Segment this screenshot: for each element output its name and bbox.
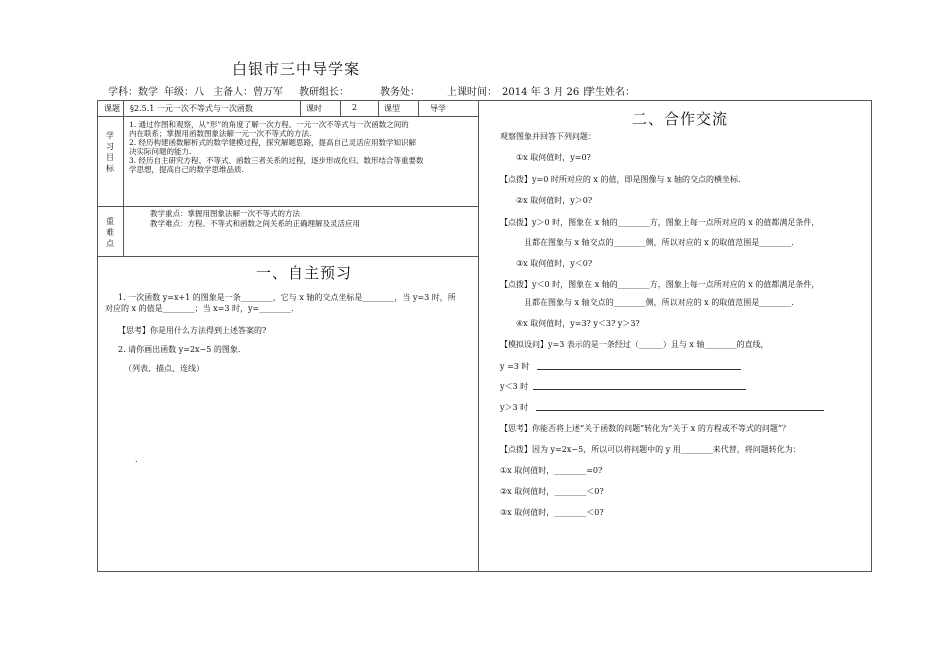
column-line <box>418 100 419 116</box>
y-lt3-label: y＜3 时 <box>500 382 529 391</box>
section2-tip1: 【点拨】y=0 时所对应的 x 的值，即是图像与 x 轴的交点的横坐标. <box>500 175 741 184</box>
section2-q3: ③x 取何值时，y＜0? <box>516 259 593 268</box>
academic-office-label: 教务处： <box>380 87 420 98</box>
stray-dot: . <box>135 455 138 464</box>
goals-text: 1. 通过作图和观察，从“形”的角度了解一次方程、一元一次不等式与一次函数之间的 内在联系；掌握用函数图象法解一元一次不等式的方法. 2. 经历构建函数解析式的数学建模过程，探究解题思路，提高自己灵活应用数学知识解 决实际问题的能力. 3. 经历自主研究方程、不等式、函数三者关系的过程，逐步形成化归、数形结合等重要数 学思想，提高自己的数学思维品质. <box>129 120 424 174</box>
hours-value: 2 <box>352 103 358 112</box>
section2-heading: 二、合作交流 <box>632 110 729 128</box>
column-line <box>300 100 301 116</box>
topic-label: 课题 <box>104 104 120 113</box>
section1-think: 【思考】你是用什么方法得到上述答案的? <box>118 326 267 335</box>
group-leader-label: 教研组长： <box>299 87 349 98</box>
section2-model: 【模拟设问】y=3 表示的是一条经过（______）且与 x 轴________的直线， <box>500 340 769 349</box>
answer-line <box>537 369 741 370</box>
section1-q2: 2. 请你画出函数 y=2x−5 的图象. <box>118 345 241 354</box>
section2-think: 【思考】你能否将上述“关于函数的问题”转化为“关于 x 的方程或不等式的问题”？ <box>500 424 790 433</box>
class-time-label: 上课时间： <box>447 87 497 98</box>
column-line <box>378 100 379 116</box>
preparer-label: 主备人：曾万军 <box>213 87 283 98</box>
section2-tip2a: 【点拨】y＞0 时，图象在 x 轴的________方，图象上每一点所对应的 x 的值都满足条件， <box>500 218 820 227</box>
difficult-point-text: 教学难点：方程、不等式和函数之间关系的正确理解及灵活应用 <box>150 219 360 228</box>
row-line <box>97 256 478 257</box>
page-title: 白银市三中导学案 <box>232 60 361 78</box>
date-label: 2014 年 3 月 26 日 <box>502 87 593 98</box>
section2-tip2b: 且都在图象与 x 轴交点的________侧，所以对应的 x 的取值范围是________. <box>524 238 794 247</box>
column-line <box>123 100 124 256</box>
section2-q2: ②x 取何值时，y＞0? <box>516 196 593 205</box>
answer-line <box>536 410 824 411</box>
section1-q1-line1: 1. 一次函数 y=x+1 的图象是一条________，它与 x 轴的交点坐标是________，当 y=3 时，所 <box>118 293 456 302</box>
section2-intro: 观察图象并回答下列问题： <box>500 132 596 141</box>
section1-heading: 一、自主预习 <box>256 264 353 282</box>
type-label: 课型 <box>384 104 400 113</box>
section2-tip3b: 且都在图象与 x 轴交点的________侧，所以对应的 x 的取值范围是________. <box>524 298 794 307</box>
student-name-label: 学生姓名： <box>585 87 635 98</box>
topic-value: §2.5.1 一元一次不等式与一次函数 <box>130 104 253 113</box>
subject-label: 学科：数学 <box>108 87 158 98</box>
grade-label: 年级：八 <box>164 87 204 98</box>
section1-q1-line2: 对应的 x 的值是________；当 x=3 时，y=________. <box>105 304 294 313</box>
row-line <box>97 116 478 117</box>
convert-q3: ③x 取何值时，________＜0? <box>500 508 604 517</box>
convert-q2: ②x 取何值时，________＜0? <box>500 487 604 496</box>
key-point-text: 教学重点：掌握用图象法解一次不等式的方法 <box>150 209 300 218</box>
answer-line <box>533 389 746 390</box>
y-gt3-label: y＞3 时 <box>500 403 529 412</box>
section1-q2-hint: （列表、描点、连线） <box>124 364 204 373</box>
key-points-label: 重 难 点 <box>106 217 114 248</box>
row-line <box>97 206 478 207</box>
hours-label: 课时 <box>306 104 322 113</box>
convert-q1: ①x 取何值时，________=0? <box>500 466 603 475</box>
section2-tip3a: 【点拨】y＜0 时，图象在 x 轴的________方，图象上每一点所对应的 x 的值都满足条件， <box>500 280 820 289</box>
type-value: 导学 <box>430 104 446 113</box>
y-eq3-label: y =3 时 <box>500 362 530 371</box>
section2-q4: ④x 取何值时，y=3? y＜3? y＞3? <box>516 319 640 328</box>
section2-tip4: 【点拨】因为 y=2x−5，所以可以将问题中的 y 用________来代替，将问题转化为： <box>500 445 801 454</box>
goals-label: 学 习 目 标 <box>106 131 114 173</box>
section2-q1: ①x 取何值时，y=0? <box>516 153 591 162</box>
column-divider <box>478 100 479 572</box>
column-line <box>340 100 341 116</box>
